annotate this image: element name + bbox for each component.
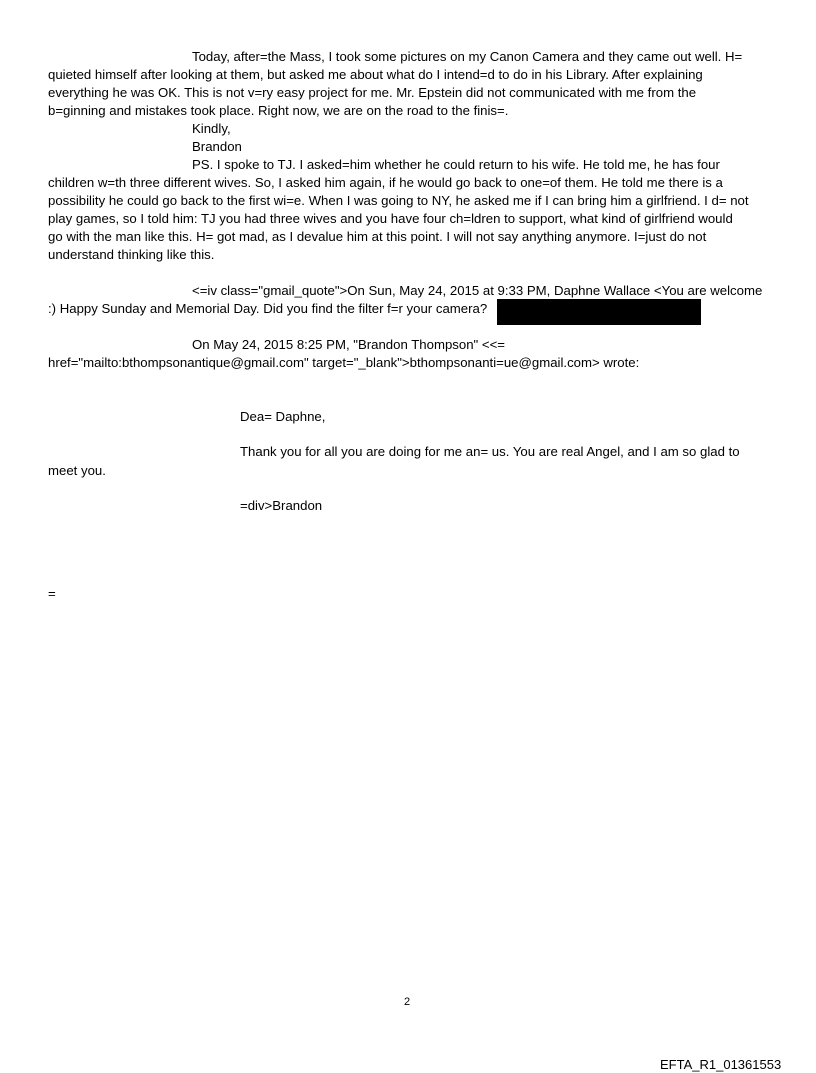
quote-header-line: href="mailto:bthompsonantique@gmail.com" target="_blank">bthompsonanti=ue@gmail.com> wrote: [48, 355, 640, 370]
signoff-text: =div>Brandon [240, 498, 323, 513]
page-number: 2 [404, 996, 411, 1008]
quote-header-line: :) Happy Sunday and Memorial Day. Did you find the filter f=r your camera? [48, 301, 488, 316]
quote-header-line: On May 24, 2015 8:25 PM, "Brandon Thompson" <<= [192, 337, 505, 352]
body-line: b=ginning and mistakes took place. Right now, we are on the road to the finis=. [48, 103, 509, 118]
body-line: Today, after=the Mass, I took some pictures on my Canon Camera and they came out well. H= [192, 49, 743, 64]
body-line: quieted himself after looking at them, but asked me about what do I intend=d to do in his Library. After explaining [48, 67, 703, 82]
ps-line: children w=th three different wives. So, I asked him again, if he would go back to one=of them. He told me there is a [48, 175, 723, 190]
quote-header-line: <=iv class="gmail_quote">On Sun, May 24, 2015 at 9:33 PM, Daphne Wallace <You are welcome [192, 283, 763, 298]
closing-text: Kindly, [192, 121, 231, 136]
ps-line: go with the man like this. H= got mad, as I devalue him at this point. I will not say anything anymore. I=just do not [48, 229, 707, 244]
document-id: EFTA_R1_01361553 [660, 1057, 782, 1072]
body-line: everything he was OK. This is not v=ry easy project for me. Mr. Epstein did not communicated with me from the [48, 85, 697, 100]
redaction-box [497, 299, 701, 325]
ps-line: play games, so I told him: TJ you had three wives and you have four ch=ldren to support, what kind of girlfriend would [48, 211, 733, 226]
greeting-text: Dea= Daphne, [240, 409, 326, 424]
message-line: Thank you for all you are doing for me an= us. You are real Angel, and I am so glad to [240, 444, 740, 459]
ps-line: PS. I spoke to TJ. I asked=him whether he could return to his wife. He told me, he has four [192, 157, 720, 172]
signature-text: Brandon [192, 139, 242, 154]
trailing-char: = [48, 586, 56, 601]
ps-line: understand thinking like this. [48, 247, 215, 262]
ps-line: possibility he could go back to the first wi=e. When I was going to NY, he asked me if I can bring him a girlfriend. I d= not [48, 193, 749, 208]
message-line: meet you. [48, 463, 106, 478]
